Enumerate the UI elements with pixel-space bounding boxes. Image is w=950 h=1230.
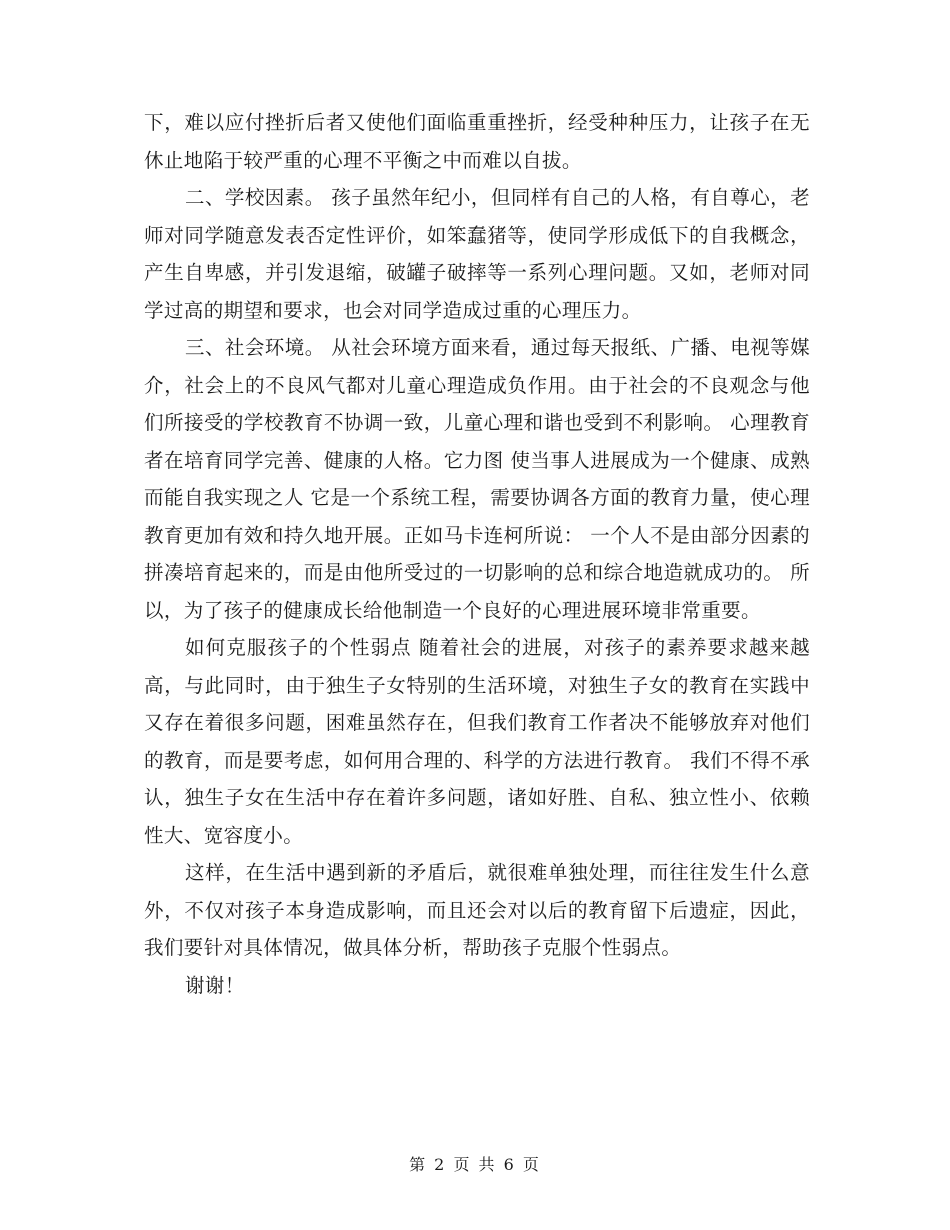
document-body [144,104,810,1004]
paragraph-personality-weakness: 如何克服孩子的个性弱点 随着社会的进展，对孩子的素养要求越来越高，与此同时，由于独生子女特别的生活环境，对独生子女的教育在实践中又存在着很多问题，困难虽然存在，但我们教育工作者决不能够放弃对他们的教育，而是要考虑，如何用合理的、科学的方法进行教育。 我们不得不承认，独生子女在生活中存在着许多问题，诸如好胜、自私、独立性小、依赖性大、宽容度小。 [144,636,810,847]
page-number-label: 第 2 页 共 6 页 [409,1155,541,1174]
paragraph-thanks: 谢谢！ [185,973,245,997]
page-footer [0,1152,950,1175]
paragraph-school-factors: 二、学校因素。 孩子虽然年纪小，但同样有自己的人格，有自尊心，老师对同学随意发表否定性评价，如笨蠢猪等，使同学形成低下的自我概念，产生自卑感，并引发退缩，破罐子破摔等一系列心理问题。又如，老师对同学过高的期望和要求，也会对同学造成过重的心理压力。 [144,186,810,322]
paragraph-social-environment: 三、社会环境。 从社会环境方面来看，通过每天报纸、广播、电视等媒介，社会上的不良风气都对儿童心理造成负作用。由于社会的不良观念与他们所接受的学校教育不协调一致，儿童心理和谐也受到不利影响。 心理教育者在培育同学完善、健康的人格。它力图 使当事人进展成为一个健康、成熟而能自我实现之人 它是一个系统工程，需要协调各方面的教育力量，使心理教育更加有效和持久地开展。正如马卡连柯所说： 一个人不是由部分因素的拼凑培育起来的，而是由他所受过的一切影响的总和综合地造就成功的。 所以，为了孩子的健康成长给他制造一个良好的心理进展环境非常重要。 [144,336,810,622]
paragraph-continuation: 下，难以应付挫折后者又使他们面临重重挫折，经受种种压力，让孩子在无休止地陷于较严重的心理不平衡之中而难以自拔。 [144,111,810,172]
paragraph-conclusion: 这样，在生活中遇到新的矛盾后，就很难单独处理，而往往发生什么意外，不仅对孩子本身造成影响，而且还会对以后的教育留下后遗症，因此，我们要针对具体情况，做具体分析，帮助孩子克服个性弱点。 [144,861,810,959]
